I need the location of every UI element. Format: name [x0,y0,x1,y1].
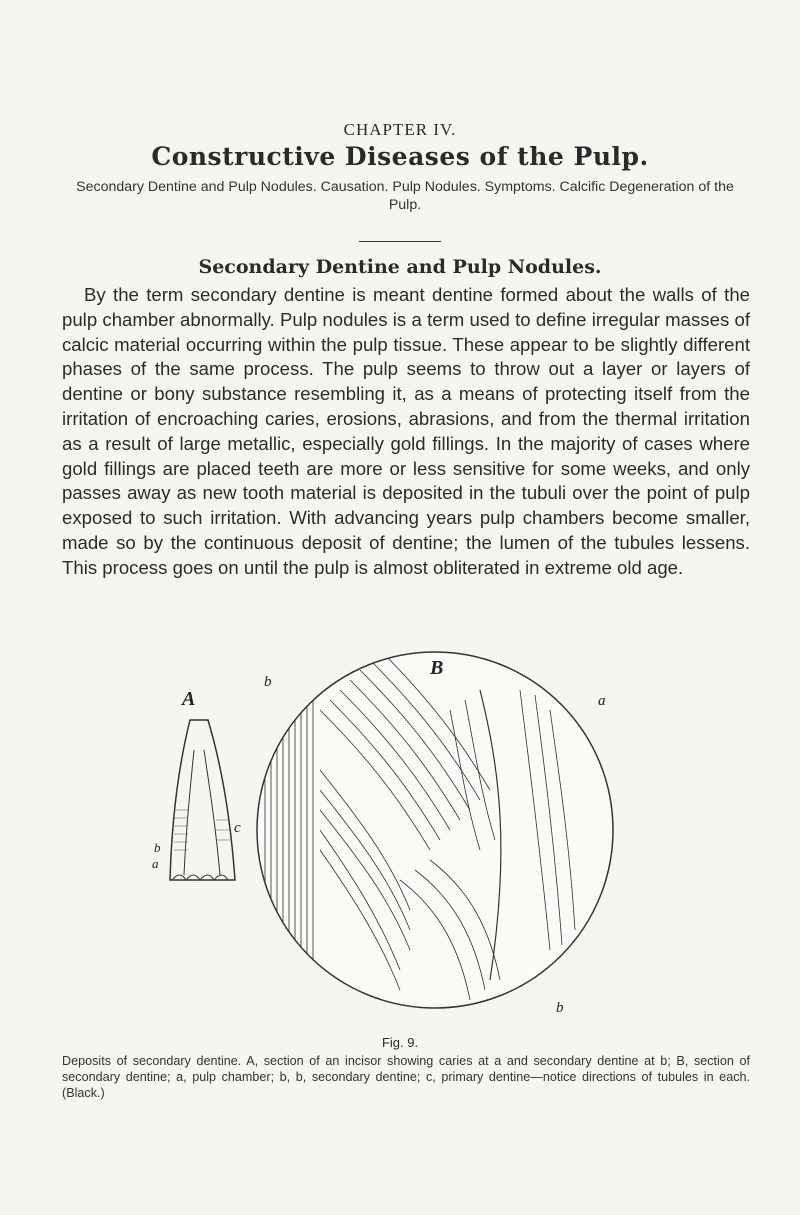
divider-rule [359,241,441,242]
section-heading: Secondary Dentine and Pulp Nodules. [198,256,602,278]
figure-label-B: B [430,657,444,679]
chapter-heading: CHAPTER IV. [343,120,457,139]
figure-label-b-left: b [154,840,161,855]
figure-label-a-left: a [152,856,159,871]
figure-illustration [150,650,670,1020]
figure-label-b-bottom: b [556,1000,564,1016]
figure-label-A: A [182,688,196,710]
figure-label-a-right: a [598,693,606,709]
tooth-section-a [152,688,235,880]
figure-number: Fig. 9. [381,1035,419,1050]
figure-caption: Deposits of secondary dentine. A, section of an incisor showing caries at a and secondary dentine at b; B, section of secondary dentine; a, pulp chamber; b, b, secondary dentine; c, primary dentine—notice directions of tubules in each. (Black.) [62,1054,750,1101]
tooth-section-b [234,650,613,1016]
chapter-title: Constructive Diseases of the Pulp. [151,142,649,171]
figure-label-c: c [234,820,241,836]
chapter-synopsis: Secondary Dentine and Pulp Nodules. Causation. Pulp Nodules. Symptoms. Calcific Degeneration of the Pulp. [76,179,734,213]
figure-label-b-top: b [264,674,272,690]
figure-9 [150,650,670,1020]
body-paragraph: By the term secondary dentine is meant dentine formed about the walls of the pulp chamber abnormally. Pulp nodules is a term used to define irregular masses of calcic material occurring within the pulp tissue. These appear to be slightly different phases of the same process. The pulp seems to throw out a layer or layers of dentine or bony substance resembling it, as a means of protecting itself from the irritation of encroaching caries, erosions, abrasions, and from the thermal irritation as a result of large metallic, especially gold fillings. In the majority of cases where gold fillings are placed teeth are more or less sensitive for some weeks, and only passes away as new tooth material is deposited in the tubuli over the point of pulp exposed to such irritation. With advancing years pulp chambers become smaller, made so by the continuous deposit of dentine; the lumen of the tubules lessens. This process goes on until the pulp is almost obliterated in extreme old age. [62,284,750,578]
